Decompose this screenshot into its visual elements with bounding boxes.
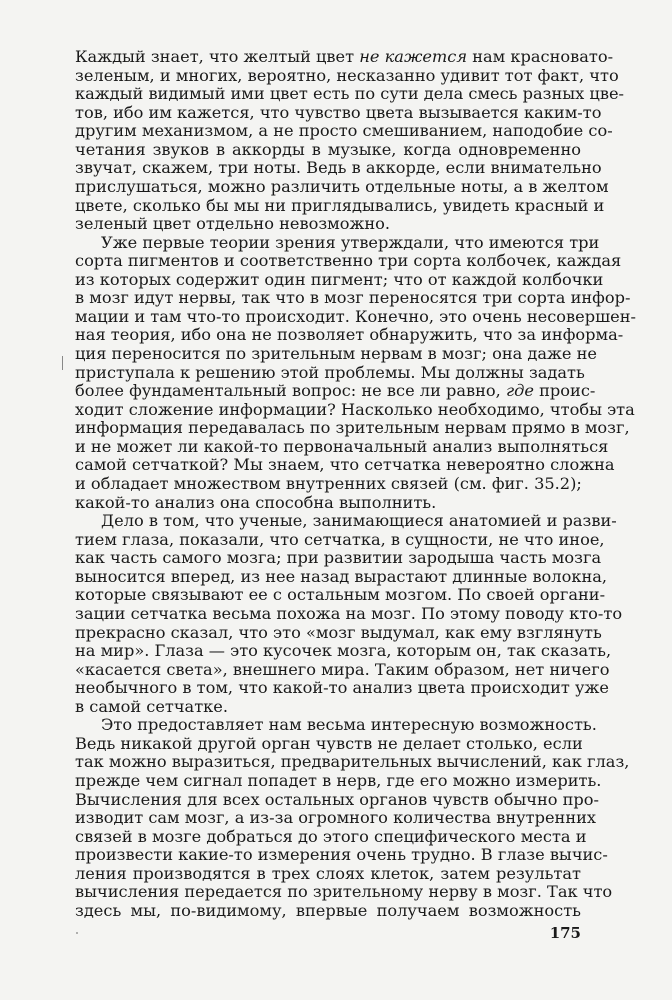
- text-line: Уже первые теории зрения утверждали, что имеются три: [101, 232, 600, 252]
- text-line: каждый видимый ими цвет есть по сути дела смесь разных цве-: [75, 84, 624, 104]
- text-line: тием глаза, показали, что сетчатка, в сущности, не что иное,: [75, 529, 605, 549]
- text-line: связей в мозге добраться до этого специфического места и: [75, 826, 587, 846]
- text-line: Каждый знает, что желтый цвет не кажется нам красновато-: [75, 47, 614, 66]
- text-line: зеленый цвет отдельно невозможно.: [75, 214, 391, 234]
- text-line: изводит сам мозг, а из-за огромного количества внутренних: [75, 808, 597, 828]
- text-line: вычисления передается по зрительному нерву в мозг. Так что: [75, 882, 613, 902]
- text-line: ления производятся в трех слоях клеток, затем результат: [75, 863, 581, 883]
- text-line: из которых содержит один пигмент; что от каждой колбочки: [75, 269, 604, 289]
- text-line: какой-то анализ она способна выполнить.: [75, 492, 437, 512]
- text-line: Это предоставляет нам весьма интересную возможность.: [101, 715, 597, 735]
- page-number: 175: [549, 924, 581, 942]
- text-line: информация передавалась по зрительным нервам прямо в мозг,: [75, 418, 630, 438]
- text-line: зеленым, и многих, вероятно, несказанно удивит тот факт, что: [75, 65, 619, 85]
- text-line: ходит сложение информации? Насколько необходимо, чтобы эта: [75, 399, 635, 419]
- text-line: необычного в том, что какой-то анализ цвета происходит уже: [75, 678, 609, 698]
- text-line: которые связывают ее с остальным мозгом. По своей органи-: [75, 585, 606, 605]
- text-line: цвете, сколько бы мы ни приглядывались, увидеть красный и: [75, 195, 605, 215]
- text-line: приступала к решению этой проблемы. Мы должны задать: [75, 362, 585, 382]
- text-line: Вычисления для всех остальных органов чувств обычно про-: [75, 789, 600, 809]
- text-line: так можно выразиться, предварительных вычислений, как глаз,: [75, 752, 630, 772]
- text-line: более фундаментальный вопрос: не все ли равно, где проис-: [75, 381, 596, 401]
- text-line: на мир». Глаза — это кусочек мозга, которым он, так сказать,: [75, 641, 612, 661]
- text-line: прислушаться, можно различить отдельные ноты, а в желтом: [75, 176, 609, 196]
- text-line: как часть самого мозга; при развитии зародыша часть мозга: [75, 548, 602, 568]
- text-line: прежде чем сигнал попадет в нерв, где его можно измерить.: [75, 771, 602, 791]
- text-line: и обладает множеством внутренних связей (см. фиг. 35.2);: [75, 474, 582, 493]
- text-line: тов, ибо им кажется, что чувство цвета вызывается каким-то: [75, 102, 602, 122]
- text-line: другим механизмом, а не просто смешиванием, наподобие со-: [75, 121, 613, 141]
- text-line: Ведь никакой другой орган чувств не делает столько, если: [75, 733, 583, 753]
- text-line: выносится вперед, из нее назад вырастают длинные волокна,: [75, 566, 608, 586]
- text-line: Дело в том, что ученые, занимающиеся анатомией и разви-: [101, 511, 617, 531]
- text-line: ция переносится по зрительным нервам в мозг; она даже не: [75, 344, 598, 364]
- text-line: прекрасно сказал, что это «мозг выдумал, как ему взглянуть: [75, 622, 602, 642]
- text-line: сорта пигментов и соответственно три сорта колбочек, каждая: [75, 251, 622, 271]
- text-line: в самой сетчатке.: [75, 696, 228, 716]
- text-line: произвести какие-то измерения очень трудно. В глазе вычис-: [75, 845, 608, 865]
- text-line: и не может ли какой-то первоначальный анализ выполняться: [75, 436, 609, 456]
- text-line: самой сетчаткой? Мы знаем, что сетчатка невероятно сложна: [75, 455, 615, 475]
- text-line: «касается света», внешнего мира. Таким образом, нет ничего: [75, 659, 610, 679]
- text-line: зации сетчатка весьма похожа на мозг. По этому поводу кто-то: [75, 603, 623, 623]
- text-line: в мозг идут нервы, так что в мозг переносятся три сорта инфор-: [75, 288, 631, 308]
- text-line: четания звуков в аккорды в музыке, когда одновременно: [75, 139, 581, 159]
- text-line: здесь мы, по-видимому, впервые получаем возможность: [75, 901, 581, 920]
- text-line: ная теория, ибо она не позволяет обнаружить, что за информа-: [75, 325, 624, 345]
- margin-mark: [62, 356, 63, 370]
- text-line: звучат, скажем, три ноты. Ведь в аккорде, если внимательно: [75, 158, 602, 178]
- print-speck: [76, 932, 78, 934]
- text-line: мации и там что-то происходит. Конечно, это очень несовершен-: [75, 306, 636, 326]
